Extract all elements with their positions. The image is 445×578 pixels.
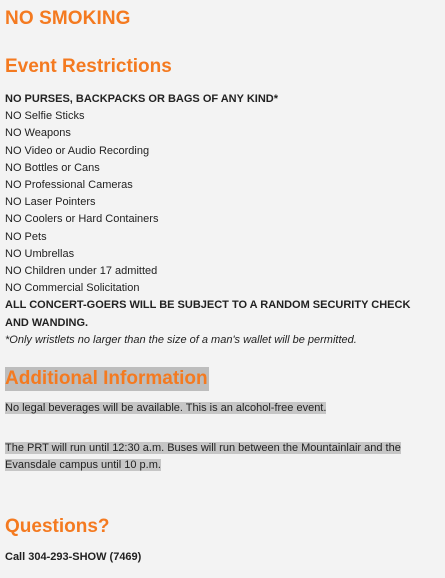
restriction-item: NO Video or Audio Recording [5,144,150,157]
restriction-item: NO Weapons [5,127,71,140]
restriction-item: NO Professional Cameras [5,179,133,192]
event-restrictions-heading: Event Restrictions [5,56,172,77]
wristlet-note: *Only wristlets no larger than the size of a man's wallet will be permitted. [5,333,357,346]
restriction-item: NO Coolers or Hard Containers [5,213,159,226]
questions-heading: Questions? [5,516,110,537]
restriction-item: NO Children under 17 admitted [5,265,158,278]
restriction-item: NO PURSES, BACKPACKS OR BAGS OF ANY KIND* [5,93,278,105]
restriction-item: NO Selfie Sticks [5,110,85,123]
restriction-item: NO Commercial Solicitation [5,282,140,295]
restriction-item: NO Umbrellas [5,247,75,260]
restriction-item: NO Bottles or Cans [5,161,100,174]
restrictions-list [5,91,441,349]
restriction-item: NO Laser Pointers [5,196,96,209]
beverages-note: No legal beverages will be available. This is an alcohol-free event. [5,402,327,414]
security-notice: ALL CONCERT-GOERS WILL BE SUBJECT TO A RANDOM SECURITY CHECK AND WANDING. [5,299,411,329]
transit-note: The PRT will run until 12:30 a.m. Buses will run between the Mountainlair and the Evansdale campus until 10 p.m. [5,442,401,472]
restriction-item: NO Pets [5,230,47,243]
additional-information-heading: Additional Information [5,368,208,389]
transit-paragraph [5,440,437,475]
no-smoking-heading: NO SMOKING [5,8,131,29]
call-phone-number: Call 304-293-SHOW (7469) [5,551,142,563]
beverages-paragraph [5,400,437,417]
